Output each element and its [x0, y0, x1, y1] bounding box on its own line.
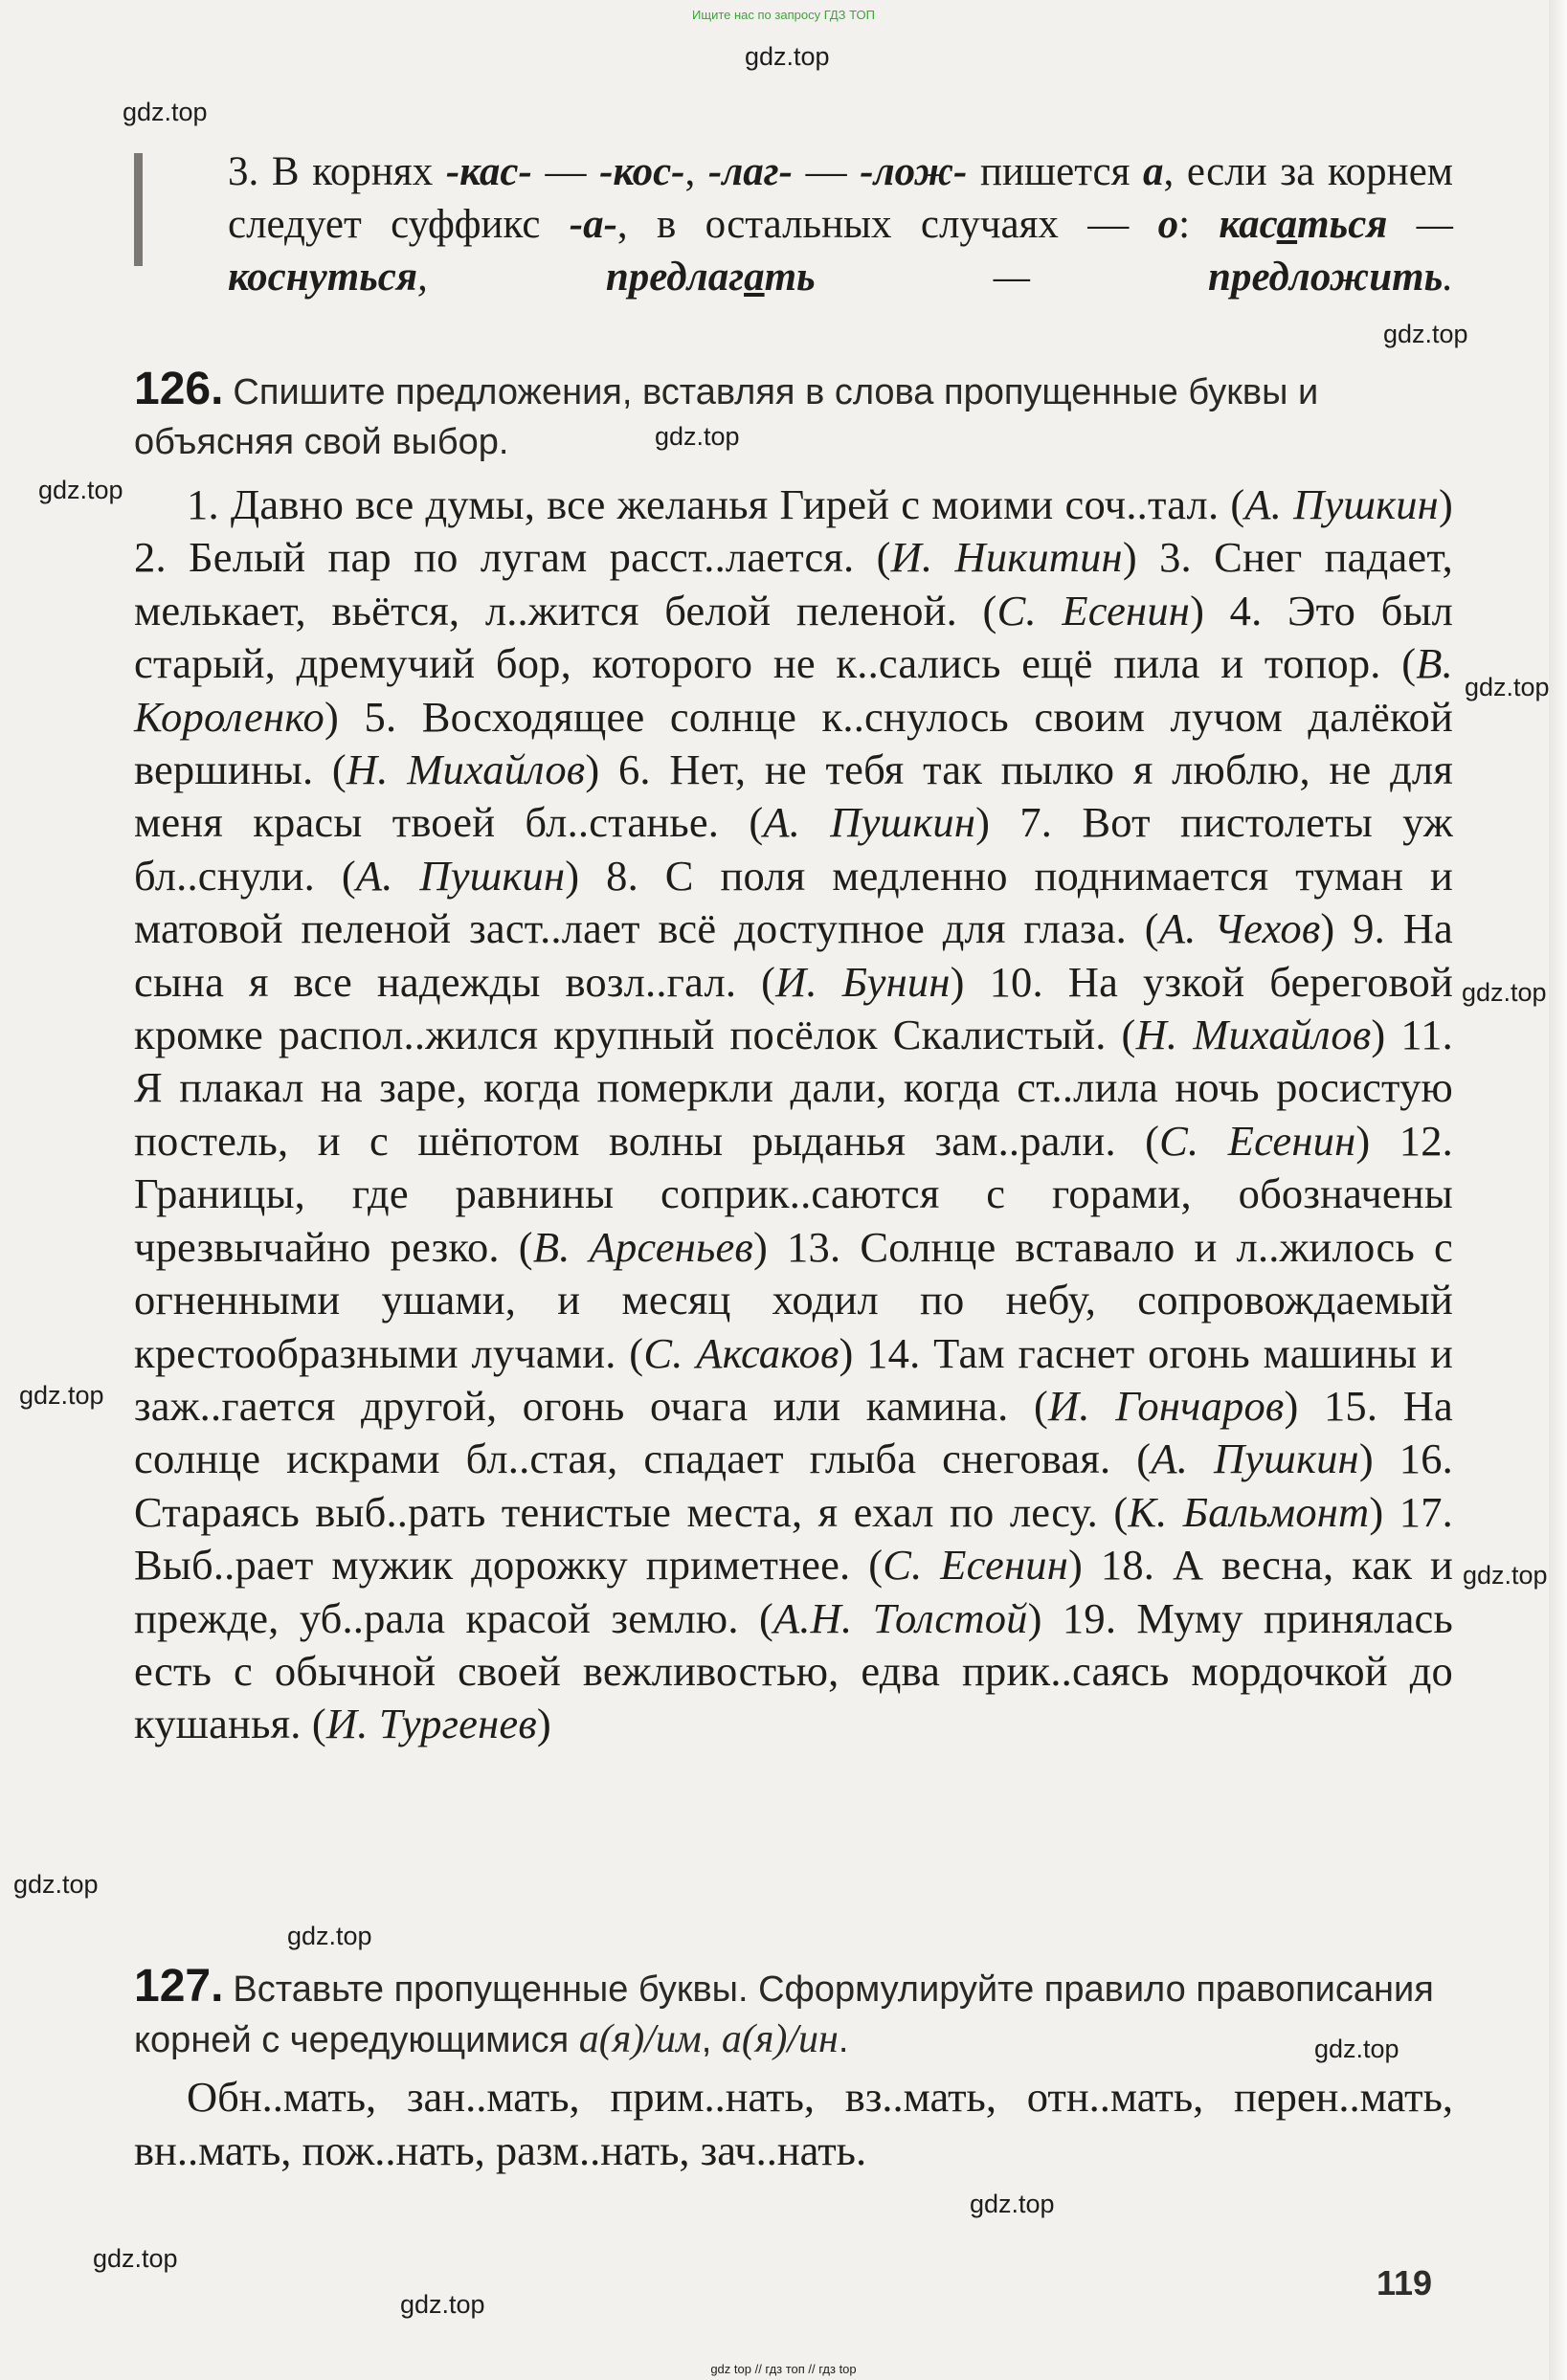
sentence-closing: ) — [1358, 1435, 1399, 1483]
sentence-closing: ) — [536, 1700, 551, 1748]
sentence-author: А. Чехов — [1158, 904, 1321, 953]
page-edge — [1549, 0, 1567, 2380]
sentence-text: 1. Давно все думы, все желанья Гирей с моими соч..тал. ( — [187, 480, 1245, 528]
exercise-126-number: 126. — [134, 364, 224, 414]
sentence-closing: ) — [1068, 1541, 1101, 1590]
sentence-text: 9. На сына я все надежды возл..гал. ( — [134, 904, 1453, 1006]
watermark: gdz.top — [13, 1870, 99, 1899]
exercise-127-number: 127. — [134, 1961, 224, 2012]
sentence-text: 11. Я плакал на заре, когда померкли дали, когда ст..лила ночь росистую постель, и с шёпотом волны рыданья зам..рали. ( — [134, 1011, 1453, 1165]
rule-3-examples: касаться — коснуться, предлагать — предложить. — [228, 202, 1454, 300]
sentence-author: И. Тургенев — [325, 1700, 537, 1748]
sentence-closing: ) — [1027, 1593, 1063, 1642]
sentence-author: А. Пушкин — [763, 798, 976, 847]
sentence-author: А.Н. Толстой — [772, 1593, 1028, 1642]
watermark: gdz.top — [745, 42, 830, 71]
watermark: gdz.top — [93, 2244, 178, 2273]
sentence-author: С. Есенин — [996, 586, 1191, 634]
sentence-closing: ) — [565, 851, 607, 900]
sentence-text: 7. Вот пистолеты уж бл..снули. ( — [134, 798, 1453, 900]
watermark: gdz.top — [1462, 978, 1547, 1007]
sentence-closing: ) — [1320, 904, 1354, 953]
watermark: gdz.top — [1465, 673, 1550, 701]
sentence-closing: ) — [839, 1328, 867, 1377]
watermark: gdz.top — [655, 422, 740, 451]
exercise-127-header: 127. Вставьте пропущенные буквы. Сформулируйте правило правописания корней с чередующимися а(я)/им, а(я)/ин. — [134, 1961, 1434, 2061]
sentence-text: 13. Солнце вставало и л..жилось с огненными ушами, и месяц ходил по небу, сопровождаемый крестообразными лучами. ( — [134, 1222, 1453, 1377]
sentence-text: 12. Границы, где равнины соприк..саются с горами, обозначены чрезвычайно резко. ( — [134, 1116, 1453, 1271]
rule-3-paragraph — [170, 145, 1453, 303]
sentence-author: И. Бунин — [775, 957, 951, 1006]
sentence-author: А. Пушкин — [1151, 1435, 1359, 1483]
sentence-text: 6. Нет, не тебя так пылко я люблю, не для меня красы твоей бл..станье. ( — [134, 745, 1453, 847]
sentence-author: А. Пушкин — [1244, 480, 1439, 528]
sentence-text: 3. Снег падает, мелькает, вьётся, л..жится белой пеленой. ( — [134, 533, 1453, 634]
exercise-127-instruction: Вставьте пропущенные буквы. Сформулируйте правило правописания корней с чередующимися — [134, 1969, 1434, 2060]
sentence-author: С. Есенин — [1159, 1116, 1356, 1165]
exercise-126-text — [134, 478, 1453, 1751]
bottom-note: gdz top // гдз топ // гдз top — [710, 2362, 857, 2376]
sentence-closing: ) — [752, 1222, 788, 1271]
watermark: gdz.top — [1463, 1561, 1548, 1590]
rule-3-line-1: 3. В корнях -кас- — -кос-, -лаг- — -лож- пишется а, если за корнем следует суффикс -а-, в остальных случаях — о: касаться — коснуться, предлагать — предложить. — [228, 149, 1454, 300]
sentence-text: 4. Это был старый, дремучий бор, которого не к..сались ещё пила и топор. ( — [134, 586, 1454, 688]
watermark: gdz.top — [123, 98, 208, 126]
sentence-author: Н. Михайлов — [346, 745, 586, 794]
sentence-author: И. Гончаров — [1048, 1381, 1285, 1430]
sentence-text: 5. Восходящее солнце к..снулось своим лучом далёкой вершины. ( — [134, 692, 1453, 794]
watermark: gdz.top — [287, 1922, 372, 1950]
sentence-author: С. Аксаков — [643, 1328, 839, 1377]
sentence-closing: ) — [1284, 1381, 1324, 1430]
sentence-text: 15. На солнце искрами бл..стая, спадает глыба снеговая. ( — [134, 1381, 1453, 1483]
sentence-author: К. Бальмонт — [1128, 1487, 1370, 1536]
sentence-closing: ) — [585, 745, 618, 794]
sentence-text: 8. С поля медленно поднимается туман и матовой пеленой заст..лает всё доступное для глаза. ( — [134, 851, 1454, 953]
sentence-text: 16. Стараясь выб..рать тенистые места, я ехал по лесу. ( — [134, 1435, 1453, 1536]
watermark: gdz.top — [400, 2290, 485, 2319]
sentence-text: 18. А весна, как и прежде, уб..рала красой землю. ( — [134, 1541, 1454, 1642]
sentence-closing: ) — [1371, 1011, 1401, 1059]
page-number: 119 — [1377, 2263, 1433, 2302]
sentence-text: 17. Выб..рает мужик дорожку приметнее. ( — [134, 1487, 1453, 1590]
sentence-author: А. Пушкин — [355, 851, 566, 900]
sentence-closing: ) — [1438, 480, 1453, 528]
sentence-closing: ) — [1369, 1487, 1399, 1536]
sentence-closing: ) — [1190, 586, 1230, 634]
watermark: gdz.top — [1314, 2035, 1399, 2063]
sentence-closing: ) — [1355, 1116, 1399, 1165]
watermark: gdz.top — [19, 1381, 104, 1410]
sentence-author: Н. Михайлов — [1135, 1011, 1372, 1059]
sentence-closing: ) — [975, 798, 1020, 847]
top-note: Ищите нас по запросу ГДЗ ТОП — [692, 8, 875, 22]
watermark: gdz.top — [970, 2190, 1055, 2218]
sentence-text: 19. Муму принялась есть с обычной своей вежливостью, едва прик..саясь мордочкой до кушанья. ( — [134, 1593, 1453, 1748]
sentence-closing: ) — [950, 957, 990, 1006]
rule-marker-bar — [134, 153, 143, 266]
sentence-author: С. Есенин — [883, 1541, 1068, 1590]
exercise-127-text: Обн..мать, зан..мать, прим..нать, вз..мать, отн..мать, перен..мать, вн..мать, пож..нать, разм..нать, зач..нать. — [134, 2073, 1453, 2174]
watermark: gdz.top — [38, 476, 123, 504]
exercise-126-header — [134, 365, 1455, 467]
watermark: gdz.top — [1383, 320, 1468, 348]
sentence-closing: ) — [1122, 533, 1160, 582]
sentence-author: В. Короленко — [134, 639, 1453, 741]
sentence-closing: ) — [325, 692, 365, 741]
sentence-author: В. Арсеньев — [532, 1222, 753, 1271]
sentence-text: 10. На узкой береговой кромке распол..жился крупный посёлок Скалистый. ( — [134, 957, 1453, 1059]
sentence-author: И. Никитин — [890, 533, 1123, 582]
exercise-126-instruction: Спишите предложения, вставляя в слова пропущенные буквы и объясняя свой выбор. — [134, 372, 1319, 462]
sentence-text: 14. Там гаснет огонь машины и заж..гается другой, огонь очага или камина. ( — [134, 1328, 1453, 1430]
sentence-text: 2. Белый пар по лугам расст..лается. ( — [134, 533, 891, 582]
